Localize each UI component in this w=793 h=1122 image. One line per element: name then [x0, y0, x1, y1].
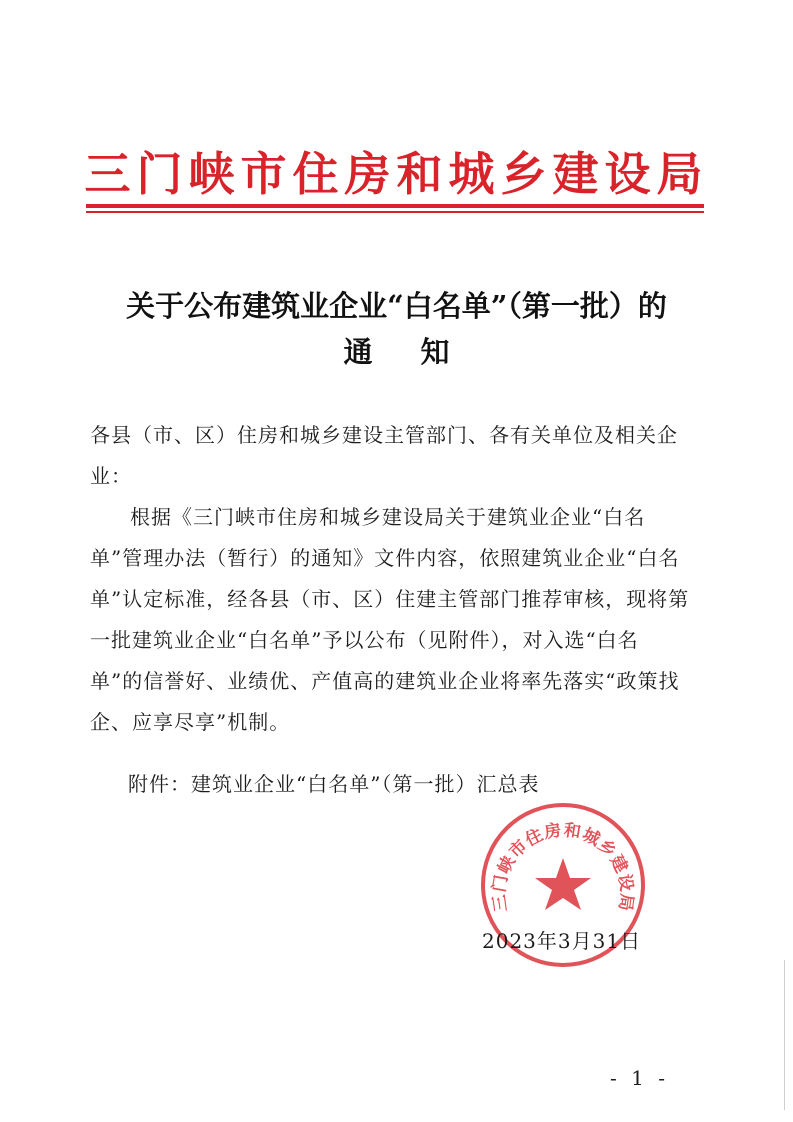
masthead-title: 三门峡市住房和城乡建设局	[84, 147, 709, 201]
notice-body	[90, 415, 690, 743]
masthead-rule-thin	[86, 211, 704, 213]
issue-date: 2023年3月31日	[482, 929, 642, 953]
salutation: 各县（市、区）住房和城乡建设主管部门、各有关单位及相关企业：	[90, 423, 678, 488]
scan-edge-line	[784, 960, 785, 1110]
masthead-rule-thick	[86, 204, 704, 208]
notice-title-line2: 通知	[343, 335, 498, 369]
seal-star-icon	[535, 858, 591, 910]
notice-title-line1: 关于公布建筑业企业“白名单”（第一批）的	[126, 289, 667, 323]
attachment-line: 附件：建筑业企业“白名单”（第一批）汇总表	[128, 772, 540, 796]
page-number: - 1 -	[610, 1066, 669, 1090]
body-paragraph: 根据《三门峡市住房和城乡建设局关于建筑业企业“白名单”管理办法（暂行）的通知》文件内容，依照建筑业企业“白名单”认定标准，经各县（市、区）住建主管部门推荐审核，现将第一批建筑业企业“白名单”予以公布（见附件），对入选“白名单”的信誉好、业绩优、产值高的建筑业企业将率先落实“政策找企、应享尽享”机制。	[90, 505, 690, 734]
seal-text: 三门峡市住房和城乡建设局	[489, 820, 637, 913]
